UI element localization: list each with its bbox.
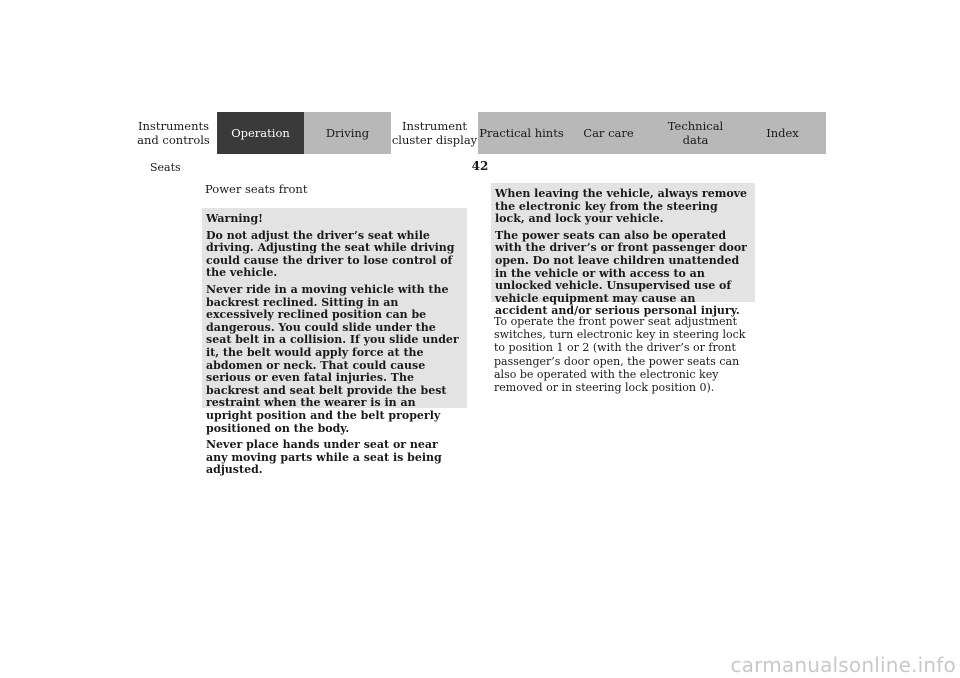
section-title: Seats: [150, 161, 181, 174]
tab-driving[interactable]: Driving: [304, 112, 391, 154]
site-watermark: carmanualsonline.info: [730, 653, 956, 677]
page-number: 42: [471, 159, 489, 173]
warning-paragraph: Never place hands under seat or near any moving parts while a seat is being adjusted.: [206, 438, 442, 477]
tab-technical-data[interactable]: Technical data: [652, 112, 739, 154]
warning-paragraph: When leaving the vehicle, always remove the electronic key from the steering lock, and lock your vehicle.: [495, 187, 748, 226]
warning-paragraph: The power seats can also be operated with the driver’s or front passenger door open. Do not leave children unattended in the vehicle or with access to an unlocked vehicle. Unsupervised use of vehicle equipment may cause an accident and/or serious personal injury.: [495, 228, 747, 318]
tab-instrument-cluster-display[interactable]: Instrument cluster display: [391, 112, 478, 154]
tab-operation[interactable]: Operation: [217, 112, 304, 154]
operating-instructions: To operate the front power seat adjustment switches, turn electronic key in steering lock to position 1 or 2 (with the driver’s or front passenger’s door open, the power seats can also be operated with the electronic key removed or in steering lock position 0).: [494, 315, 746, 395]
tab-car-care[interactable]: Car care: [565, 112, 652, 154]
tab-instruments-and-controls[interactable]: Instruments and controls: [130, 112, 217, 154]
warning-box-seat-adjustment: [202, 208, 467, 477]
page-heading: Power seats front: [205, 182, 308, 196]
chapter-tab-bar: [130, 112, 826, 154]
tab-index[interactable]: Index: [739, 112, 826, 154]
warning-paragraph: Never ride in a moving vehicle with the backrest reclined. Sitting in an excessively reclined position can be dangerous. You could slide under the seat belt in a collision. If you slide under it, the belt would apply force at the abdomen or neck. That could cause serious or even fatal injuries. The backrest and seat belt provide the best restraint when the wearer is in an upright position and the belt properly positioned on the body.: [206, 282, 459, 435]
warning-title: Warning!: [206, 212, 264, 225]
warning-box-leaving-vehicle: [491, 183, 755, 318]
warning-paragraph: Do not adjust the driver’s seat while driving. Adjusting the seat while driving could cause the driver to lose control of the vehicle.: [206, 228, 455, 280]
tab-practical-hints[interactable]: Practical hints: [478, 112, 565, 154]
